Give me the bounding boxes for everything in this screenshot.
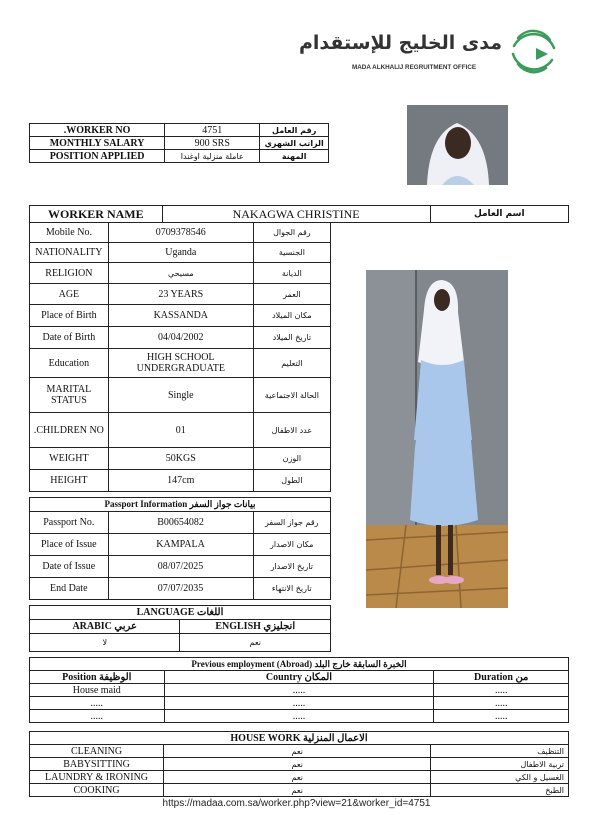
- detail-row: [30, 263, 331, 284]
- detail-label-ar: الديانة: [253, 263, 330, 284]
- detail-row: [30, 223, 331, 243]
- worker-name-label-ar: اسم العامل: [430, 206, 568, 223]
- passport-value: B00654082: [108, 512, 253, 534]
- detail-row: [30, 378, 331, 413]
- detail-label: .CHILDREN NO: [30, 413, 109, 448]
- detail-label-ar: العمر: [253, 284, 330, 305]
- language-arabic-label: ARABIC عربي: [30, 620, 180, 634]
- employment-duration: .....: [434, 684, 569, 697]
- footer-url[interactable]: https://madaa.com.sa/worker.php?view=21&worker_id=4751: [162, 798, 431, 809]
- housework-row: [30, 745, 569, 758]
- summary-row: [30, 137, 329, 150]
- passport-row: [30, 534, 331, 556]
- summary-label: .WORKER NO: [30, 124, 165, 137]
- housework-value: نعم: [164, 784, 431, 797]
- detail-label: Education: [30, 349, 109, 378]
- employment-country-header: Country المكان: [164, 671, 434, 684]
- passport-label: Date of Issue: [30, 556, 109, 578]
- passport-label: Passport No.: [30, 512, 109, 534]
- language-table: [29, 605, 331, 652]
- summary-value: 900 SRS: [165, 137, 260, 150]
- worker-full-photo: [366, 270, 508, 608]
- language-title: LANGUAGE اللغات: [30, 606, 331, 620]
- summary-row: [30, 124, 329, 137]
- employment-country: .....: [164, 697, 434, 710]
- employment-row: [30, 684, 569, 697]
- detail-row: [30, 349, 331, 378]
- housework-value: نعم: [164, 771, 431, 784]
- detail-label: Date of Birth: [30, 327, 109, 349]
- passport-label: Place of Issue: [30, 534, 109, 556]
- logo-arabic-name: مدى الخليج للإستقدام: [298, 32, 502, 54]
- passport-row: [30, 512, 331, 534]
- summary-label: MONTHLY SALARY: [30, 137, 165, 150]
- employment-title: Previous employment (Abroad) الخبرة السابقة خارج البلد: [30, 658, 569, 671]
- summary-label: POSITION APPLIED: [30, 150, 165, 163]
- employment-country: .....: [164, 710, 434, 723]
- housework-label: COOKING: [30, 784, 164, 797]
- housework-row: [30, 771, 569, 784]
- housework-label-ar: التنظيف: [431, 745, 569, 758]
- passport-label-ar: تاريخ الانتهاء: [253, 578, 330, 600]
- detail-row: [30, 284, 331, 305]
- passport-value: 07/07/2035: [108, 578, 253, 600]
- employment-table: [29, 657, 569, 723]
- housework-value: نعم: [164, 745, 431, 758]
- detail-row: [30, 305, 331, 327]
- employment-duration: .....: [434, 697, 569, 710]
- detail-label-ar: التعليم: [253, 349, 330, 378]
- detail-label: WEIGHT: [30, 448, 109, 470]
- housework-title: HOUSE WORK الاعمال المنزلية: [30, 732, 569, 745]
- detail-label-ar: الحالة الاجتماعية: [253, 378, 330, 413]
- housework-label-ar: الغسيل و الكي: [431, 771, 569, 784]
- employment-position-header: Position الوظيفة: [30, 671, 165, 684]
- employment-position: .....: [30, 697, 165, 710]
- passport-label-ar: رقم جواز السفر: [253, 512, 330, 534]
- logo: [298, 28, 565, 78]
- detail-value: HIGH SCHOOL UNDERGRADUATE: [108, 349, 253, 378]
- detail-value: 01: [108, 413, 253, 448]
- detail-row: [30, 327, 331, 349]
- employment-position: .....: [30, 710, 165, 723]
- housework-label: BABYSITTING: [30, 758, 164, 771]
- passport-value: 08/07/2025: [108, 556, 253, 578]
- detail-value: 23 YEARS: [108, 284, 253, 305]
- language-english-value: نعم: [180, 634, 331, 652]
- worker-portrait-photo: [407, 105, 508, 185]
- detail-value: 0709378546: [108, 223, 253, 243]
- worker-name-table: [29, 205, 569, 223]
- housework-row: [30, 758, 569, 771]
- passport-table: [29, 497, 331, 600]
- detail-label-ar: الجنسية: [253, 243, 330, 263]
- passport-label-ar: مكان الاصدار: [253, 534, 330, 556]
- detail-value: 50KGS: [108, 448, 253, 470]
- worker-name-label: WORKER NAME: [30, 206, 163, 223]
- housework-label: CLEANING: [30, 745, 164, 758]
- detail-label: MARITAL STATUS: [30, 378, 109, 413]
- detail-value: 04/04/2002: [108, 327, 253, 349]
- detail-label-ar: الطول: [253, 470, 330, 492]
- detail-label-ar: عدد الاطفال: [253, 413, 330, 448]
- language-english-label: ENGLISH انجليزي: [180, 620, 331, 634]
- detail-row: [30, 413, 331, 448]
- housework-label-ar: الطبخ: [431, 784, 569, 797]
- detail-label: RELIGION: [30, 263, 109, 284]
- employment-row: [30, 710, 569, 723]
- detail-label: HEIGHT: [30, 470, 109, 492]
- logo-emblem-icon: [508, 28, 558, 76]
- passport-row: [30, 556, 331, 578]
- worker-details-table: [29, 222, 331, 492]
- employment-duration-header: Duration من: [434, 671, 569, 684]
- employment-position: House maid: [30, 684, 165, 697]
- passport-label: End Date: [30, 578, 109, 600]
- housework-label: LAUNDRY & IRONING: [30, 771, 164, 784]
- detail-value: مسيحي: [108, 263, 253, 284]
- housework-value: نعم: [164, 758, 431, 771]
- passport-value: KAMPALA: [108, 534, 253, 556]
- detail-label: Mobile No.: [30, 223, 109, 243]
- summary-value: عاملة منزلية اوغندا: [165, 150, 260, 163]
- detail-value: KASSANDA: [108, 305, 253, 327]
- housework-row: [30, 784, 569, 797]
- summary-table: [29, 123, 329, 163]
- detail-value: 147cm: [108, 470, 253, 492]
- employment-row: [30, 697, 569, 710]
- detail-row: [30, 470, 331, 492]
- logo-english-name: MADA ALKHALIJ REGRUITMENT OFFICE: [352, 64, 477, 71]
- employment-country: .....: [164, 684, 434, 697]
- detail-label: NATIONALITY: [30, 243, 109, 263]
- passport-title: Passport Information بيانات جواز السفر: [30, 498, 331, 512]
- detail-value: Single: [108, 378, 253, 413]
- passport-label-ar: تاريخ الاصدار: [253, 556, 330, 578]
- summary-row: [30, 150, 329, 163]
- detail-label-ar: مكان الميلاد: [253, 305, 330, 327]
- summary-label-ar: المهنة: [260, 150, 329, 163]
- detail-value: Uganda: [108, 243, 253, 263]
- detail-label-ar: رقم الجوال: [253, 223, 330, 243]
- detail-row: [30, 448, 331, 470]
- summary-value: 4751: [165, 124, 260, 137]
- housework-table: [29, 731, 569, 797]
- detail-label: AGE: [30, 284, 109, 305]
- summary-label-ar: رقم العامل: [260, 124, 329, 137]
- detail-row: [30, 243, 331, 263]
- language-arabic-value: لا: [30, 634, 180, 652]
- detail-label: Place of Birth: [30, 305, 109, 327]
- summary-label-ar: الراتب الشهري: [260, 137, 329, 150]
- detail-label-ar: تاريخ الميلاد: [253, 327, 330, 349]
- employment-duration: .....: [434, 710, 569, 723]
- passport-row: [30, 578, 331, 600]
- detail-label-ar: الوزن: [253, 448, 330, 470]
- housework-label-ar: تربية الاطفال: [431, 758, 569, 771]
- worker-name-value: NAKAGWA CHRISTINE: [162, 206, 430, 223]
